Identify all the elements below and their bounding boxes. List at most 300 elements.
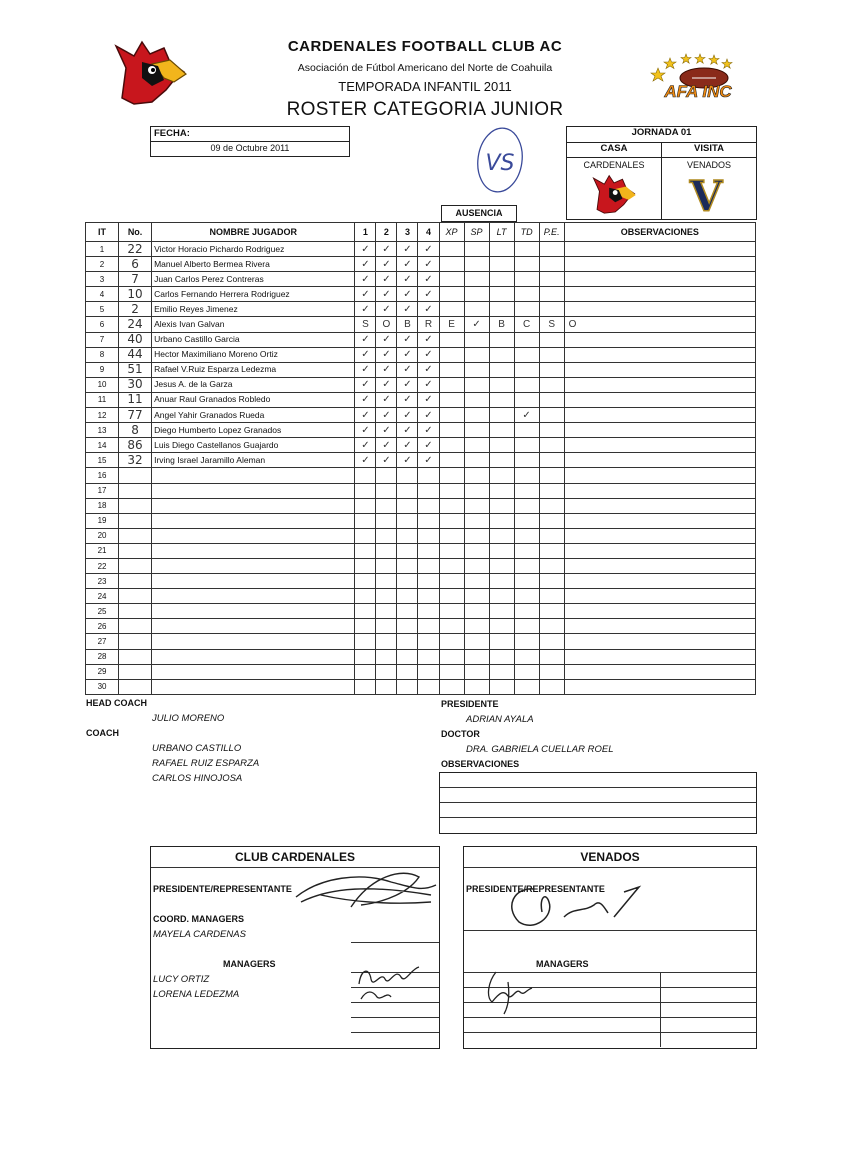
roster-row xyxy=(86,498,756,513)
row-empty-cell xyxy=(464,558,489,573)
row-empty-cell xyxy=(464,483,489,498)
row-empty-cell xyxy=(119,679,152,694)
cardenales-presidente-label: PRESIDENTE/REPRESENTANTE xyxy=(153,884,292,894)
row-empty-cell xyxy=(489,619,514,634)
row-empty-cell xyxy=(564,468,755,483)
row-empty-cell xyxy=(376,619,397,634)
row-empty-cell xyxy=(397,604,418,619)
row-empty-cell xyxy=(119,649,152,664)
row-empty-cell xyxy=(464,589,489,604)
row-empty-cell xyxy=(397,574,418,589)
row-quarter-1: ✓ xyxy=(355,392,376,407)
row-quarter-1: S xyxy=(355,317,376,332)
col-no: No. xyxy=(119,223,152,242)
row-empty-cell xyxy=(355,558,376,573)
club-cardenales-title: CLUB CARDENALES xyxy=(235,850,355,864)
row-quarter-2: O xyxy=(376,317,397,332)
row-it: 27 xyxy=(86,634,119,649)
row-it: 1 xyxy=(86,242,119,257)
row-empty-cell xyxy=(489,543,514,558)
row-it: 19 xyxy=(86,513,119,528)
roster-row xyxy=(86,347,756,362)
row-quarter-2: ✓ xyxy=(376,408,397,423)
row-it: 24 xyxy=(86,589,119,604)
roster-row xyxy=(86,604,756,619)
row-empty-cell xyxy=(418,528,439,543)
row-jersey-number: 10 xyxy=(119,287,152,302)
row-empty-cell xyxy=(355,513,376,528)
row-jersey-number: 30 xyxy=(119,377,152,392)
row-empty-cell xyxy=(418,679,439,694)
row-quarter-1: ✓ xyxy=(355,332,376,347)
row-pe xyxy=(539,438,564,453)
row-quarter-2: ✓ xyxy=(376,438,397,453)
row-empty-cell xyxy=(489,498,514,513)
row-observaciones xyxy=(564,423,755,438)
row-jersey-number: 22 xyxy=(119,242,152,257)
row-empty-cell xyxy=(119,528,152,543)
row-empty-cell xyxy=(119,483,152,498)
row-it: 11 xyxy=(86,392,119,407)
row-observaciones xyxy=(564,438,755,453)
col-q2: 2 xyxy=(376,223,397,242)
row-quarter-4: ✓ xyxy=(418,302,439,317)
roster-row xyxy=(86,513,756,528)
row-empty-cell xyxy=(514,619,539,634)
row-empty-cell xyxy=(152,649,355,664)
row-player-name: Victor Horacio Pichardo Rodriguez xyxy=(152,242,355,257)
row-empty-cell xyxy=(376,513,397,528)
row-td: C xyxy=(514,317,539,332)
roster-row xyxy=(86,317,756,332)
row-quarter-3: ✓ xyxy=(397,287,418,302)
presidente-label: PRESIDENTE xyxy=(441,699,499,709)
row-sp xyxy=(464,438,489,453)
row-empty-cell xyxy=(514,543,539,558)
row-td xyxy=(514,272,539,287)
row-empty-cell xyxy=(439,679,464,694)
row-sp xyxy=(464,362,489,377)
row-empty-cell xyxy=(418,589,439,604)
club-cardenales-box xyxy=(150,846,440,1049)
col-q3: 3 xyxy=(397,223,418,242)
casa-label: CASA xyxy=(567,143,662,158)
row-empty-cell xyxy=(489,664,514,679)
row-observaciones xyxy=(564,392,755,407)
row-empty-cell xyxy=(539,574,564,589)
row-empty-cell xyxy=(397,558,418,573)
row-lt xyxy=(489,242,514,257)
row-quarter-3: ✓ xyxy=(397,332,418,347)
row-quarter-4: ✓ xyxy=(418,453,439,468)
row-empty-cell xyxy=(514,528,539,543)
row-empty-cell xyxy=(119,513,152,528)
row-sp xyxy=(464,272,489,287)
row-quarter-2: ✓ xyxy=(376,347,397,362)
roster-row xyxy=(86,649,756,664)
row-empty-cell xyxy=(376,664,397,679)
row-quarter-2: ✓ xyxy=(376,302,397,317)
row-it: 20 xyxy=(86,528,119,543)
row-quarter-1: ✓ xyxy=(355,272,376,287)
roster-row xyxy=(86,543,756,558)
row-empty-cell xyxy=(397,589,418,604)
row-jersey-number: 77 xyxy=(119,408,152,423)
row-pe xyxy=(539,377,564,392)
row-empty-cell xyxy=(564,664,755,679)
roster-row xyxy=(86,589,756,604)
row-td: ✓ xyxy=(514,408,539,423)
row-observaciones xyxy=(564,302,755,317)
row-empty-cell xyxy=(514,558,539,573)
row-it: 18 xyxy=(86,498,119,513)
row-pe xyxy=(539,347,564,362)
row-empty-cell xyxy=(464,679,489,694)
row-observaciones xyxy=(564,332,755,347)
row-pe xyxy=(539,272,564,287)
row-quarter-2: ✓ xyxy=(376,272,397,287)
venados-title: VENADOS xyxy=(580,850,640,864)
row-empty-cell xyxy=(564,649,755,664)
row-empty-cell xyxy=(564,574,755,589)
row-player-name: Alexis Ivan Galvan xyxy=(152,317,355,332)
row-quarter-4: ✓ xyxy=(418,287,439,302)
row-empty-cell xyxy=(376,498,397,513)
venados-presidente-label: PRESIDENTE/REPRESENTANTE xyxy=(466,884,605,894)
row-td xyxy=(514,362,539,377)
row-it: 7 xyxy=(86,332,119,347)
venados-logo-letter: V xyxy=(689,172,723,221)
cardenales-managers-label: MANAGERS xyxy=(223,959,276,969)
row-quarter-4: ✓ xyxy=(418,257,439,272)
row-empty-cell xyxy=(119,574,152,589)
row-empty-cell xyxy=(355,619,376,634)
row-jersey-number: 44 xyxy=(119,347,152,362)
roster-row xyxy=(86,528,756,543)
row-empty-cell xyxy=(564,543,755,558)
row-xp xyxy=(439,287,464,302)
row-sp xyxy=(464,332,489,347)
row-empty-cell xyxy=(119,498,152,513)
row-xp xyxy=(439,347,464,362)
row-empty-cell xyxy=(119,543,152,558)
row-jersey-number: 6 xyxy=(119,257,152,272)
roster-row xyxy=(86,483,756,498)
row-empty-cell xyxy=(355,589,376,604)
row-quarter-4: ✓ xyxy=(418,423,439,438)
roster-row xyxy=(86,468,756,483)
row-td xyxy=(514,257,539,272)
row-empty-cell xyxy=(355,679,376,694)
observaciones-label: OBSERVACIONES xyxy=(441,759,520,769)
coord-managers-label: COORD. MANAGERS xyxy=(153,914,245,924)
row-empty-cell xyxy=(152,664,355,679)
row-observaciones xyxy=(564,408,755,423)
roster-row xyxy=(86,257,756,272)
row-it: 6 xyxy=(86,317,119,332)
row-observaciones xyxy=(564,453,755,468)
row-empty-cell xyxy=(464,468,489,483)
roster-row xyxy=(86,242,756,257)
row-quarter-1: ✓ xyxy=(355,302,376,317)
row-it: 23 xyxy=(86,574,119,589)
cardenales-manager-2: LORENA LEDEZMA xyxy=(153,989,240,1000)
row-it: 2 xyxy=(86,257,119,272)
fecha-label: FECHA: xyxy=(154,128,190,139)
row-it: 14 xyxy=(86,438,119,453)
row-sp xyxy=(464,242,489,257)
row-quarter-3: ✓ xyxy=(397,453,418,468)
row-empty-cell xyxy=(539,558,564,573)
row-empty-cell xyxy=(119,604,152,619)
row-empty-cell xyxy=(119,558,152,573)
row-empty-cell xyxy=(489,679,514,694)
col-sp: SP xyxy=(464,223,489,242)
row-empty-cell xyxy=(355,483,376,498)
row-empty-cell xyxy=(418,574,439,589)
row-empty-cell xyxy=(564,513,755,528)
row-pe xyxy=(539,362,564,377)
row-empty-cell xyxy=(376,558,397,573)
row-sp xyxy=(464,423,489,438)
row-empty-cell xyxy=(376,589,397,604)
row-it: 26 xyxy=(86,619,119,634)
row-player-name: Anuar Raul Granados Robledo xyxy=(152,392,355,407)
handwritten-vs xyxy=(470,122,530,197)
cardenales-president-signature xyxy=(291,857,441,917)
row-empty-cell xyxy=(376,528,397,543)
row-quarter-2: ✓ xyxy=(376,392,397,407)
afa-logo-text: AFA INC xyxy=(664,82,732,101)
row-empty-cell xyxy=(439,528,464,543)
row-sp xyxy=(464,257,489,272)
row-observaciones xyxy=(564,377,755,392)
row-empty-cell xyxy=(439,483,464,498)
visita-team: VENADOS xyxy=(686,160,731,170)
roster-row xyxy=(86,332,756,347)
row-sp xyxy=(464,392,489,407)
roster-row xyxy=(86,287,756,302)
row-empty-cell xyxy=(418,513,439,528)
row-empty-cell xyxy=(564,619,755,634)
row-quarter-2: ✓ xyxy=(376,377,397,392)
col-td: TD xyxy=(514,223,539,242)
row-empty-cell xyxy=(355,649,376,664)
row-xp xyxy=(439,423,464,438)
ausencia-label: AUSENCIA xyxy=(441,205,517,222)
row-xp xyxy=(439,332,464,347)
row-quarter-2: ✓ xyxy=(376,257,397,272)
row-td xyxy=(514,302,539,317)
row-empty-cell xyxy=(376,468,397,483)
row-td xyxy=(514,423,539,438)
row-quarter-1: ✓ xyxy=(355,362,376,377)
roster-row xyxy=(86,302,756,317)
row-quarter-3: ✓ xyxy=(397,438,418,453)
row-td xyxy=(514,242,539,257)
row-empty-cell xyxy=(439,634,464,649)
row-jersey-number: 86 xyxy=(119,438,152,453)
row-it: 17 xyxy=(86,483,119,498)
row-empty-cell xyxy=(376,604,397,619)
row-pe xyxy=(539,408,564,423)
row-quarter-2: ✓ xyxy=(376,453,397,468)
row-player-name: Rafael V.Ruiz Esparza Ledezma xyxy=(152,362,355,377)
row-empty-cell xyxy=(539,498,564,513)
row-quarter-4: ✓ xyxy=(418,438,439,453)
row-quarter-4: ✓ xyxy=(418,242,439,257)
head-coach-name: JULIO MORENO xyxy=(152,713,225,724)
row-empty-cell xyxy=(539,468,564,483)
row-xp xyxy=(439,453,464,468)
row-quarter-4: ✓ xyxy=(418,362,439,377)
row-empty-cell xyxy=(539,649,564,664)
row-empty-cell xyxy=(489,513,514,528)
row-lt xyxy=(489,377,514,392)
row-player-name: Emilio Reyes Jimenez xyxy=(152,302,355,317)
row-empty-cell xyxy=(564,498,755,513)
coach-label: COACH xyxy=(86,728,119,738)
row-xp xyxy=(439,408,464,423)
row-empty-cell xyxy=(355,634,376,649)
row-pe xyxy=(539,423,564,438)
row-empty-cell xyxy=(397,528,418,543)
row-td xyxy=(514,287,539,302)
row-quarter-3: ✓ xyxy=(397,392,418,407)
row-td xyxy=(514,332,539,347)
cardenales-manager-1: LUCY ORTIZ xyxy=(153,974,210,985)
row-empty-cell xyxy=(119,589,152,604)
roster-row xyxy=(86,423,756,438)
row-empty-cell xyxy=(489,528,514,543)
row-empty-cell xyxy=(514,664,539,679)
row-empty-cell xyxy=(539,679,564,694)
row-empty-cell xyxy=(397,468,418,483)
row-empty-cell xyxy=(439,664,464,679)
row-observaciones xyxy=(564,287,755,302)
row-player-name: Urbano Castillo Garcia xyxy=(152,332,355,347)
row-quarter-3: B xyxy=(397,317,418,332)
row-it: 4 xyxy=(86,287,119,302)
row-empty-cell xyxy=(119,619,152,634)
row-empty-cell xyxy=(489,589,514,604)
row-quarter-4: ✓ xyxy=(418,377,439,392)
row-empty-cell xyxy=(464,574,489,589)
row-it: 10 xyxy=(86,377,119,392)
row-empty-cell xyxy=(418,543,439,558)
row-player-name: Diego Humberto Lopez Granados xyxy=(152,423,355,438)
row-empty-cell xyxy=(464,513,489,528)
row-it: 16 xyxy=(86,468,119,483)
row-empty-cell xyxy=(464,528,489,543)
jornada-title: JORNADA 01 xyxy=(567,127,756,143)
row-empty-cell xyxy=(539,619,564,634)
row-pe xyxy=(539,392,564,407)
row-jersey-number: 8 xyxy=(119,423,152,438)
row-empty-cell xyxy=(397,513,418,528)
row-empty-cell xyxy=(539,589,564,604)
row-empty-cell xyxy=(514,483,539,498)
row-empty-cell xyxy=(152,589,355,604)
row-empty-cell xyxy=(489,649,514,664)
row-empty-cell xyxy=(355,498,376,513)
row-empty-cell xyxy=(514,634,539,649)
row-player-name: Jesus A. de la Garza xyxy=(152,377,355,392)
row-jersey-number: 11 xyxy=(119,392,152,407)
row-empty-cell xyxy=(376,574,397,589)
row-xp: E xyxy=(439,317,464,332)
row-empty-cell xyxy=(439,513,464,528)
row-jersey-number: 32 xyxy=(119,453,152,468)
row-it: 30 xyxy=(86,679,119,694)
cardinal-logo-small xyxy=(591,173,637,217)
row-pe xyxy=(539,453,564,468)
row-xp xyxy=(439,377,464,392)
row-empty-cell xyxy=(152,634,355,649)
row-pe xyxy=(539,242,564,257)
row-empty-cell xyxy=(376,679,397,694)
roster-row xyxy=(86,392,756,407)
row-empty-cell xyxy=(439,468,464,483)
row-player-name: Irving Israel Jaramillo Aleman xyxy=(152,453,355,468)
row-quarter-1: ✓ xyxy=(355,242,376,257)
row-sp xyxy=(464,453,489,468)
row-lt xyxy=(489,332,514,347)
association-name: Asociación de Fútbol Americano del Norte de Coahuila xyxy=(297,62,553,74)
row-empty-cell xyxy=(514,513,539,528)
row-empty-cell xyxy=(376,483,397,498)
row-quarter-4: R xyxy=(418,317,439,332)
row-observaciones xyxy=(564,272,755,287)
venados-logo xyxy=(683,172,729,221)
roster-title: ROSTER CATEGORIA JUNIOR xyxy=(286,99,564,120)
row-quarter-2: ✓ xyxy=(376,362,397,377)
row-quarter-4: ✓ xyxy=(418,272,439,287)
doctor-label: DOCTOR xyxy=(441,729,480,739)
row-quarter-3: ✓ xyxy=(397,347,418,362)
row-empty-cell xyxy=(539,664,564,679)
row-empty-cell xyxy=(152,513,355,528)
club-name: CARDENALES FOOTBALL CLUB AC xyxy=(287,38,563,55)
roster-table xyxy=(85,222,756,695)
coach-name-3: CARLOS HINOJOSA xyxy=(152,773,243,784)
presidente-name: ADRIAN AYALA xyxy=(466,714,534,725)
row-empty-cell xyxy=(152,679,355,694)
row-empty-cell xyxy=(397,679,418,694)
row-empty-cell xyxy=(464,634,489,649)
row-empty-cell xyxy=(418,604,439,619)
row-lt xyxy=(489,408,514,423)
row-pe xyxy=(539,332,564,347)
row-empty-cell xyxy=(418,468,439,483)
row-quarter-1: ✓ xyxy=(355,408,376,423)
visita-label: VISITA xyxy=(662,143,756,158)
venados-managers-signature xyxy=(478,962,548,1017)
row-jersey-number: 2 xyxy=(119,302,152,317)
col-xp: XP xyxy=(439,223,464,242)
row-observaciones xyxy=(564,362,755,377)
roster-row xyxy=(86,634,756,649)
row-player-name: Carlos Fernando Herrera Rodriguez xyxy=(152,287,355,302)
row-empty-cell xyxy=(489,634,514,649)
roster-row xyxy=(86,377,756,392)
row-observaciones: O xyxy=(564,317,755,332)
head-coach-label: HEAD COACH xyxy=(86,698,148,708)
row-sp xyxy=(464,347,489,362)
row-sp xyxy=(464,302,489,317)
row-empty-cell xyxy=(439,619,464,634)
row-empty-cell xyxy=(355,574,376,589)
